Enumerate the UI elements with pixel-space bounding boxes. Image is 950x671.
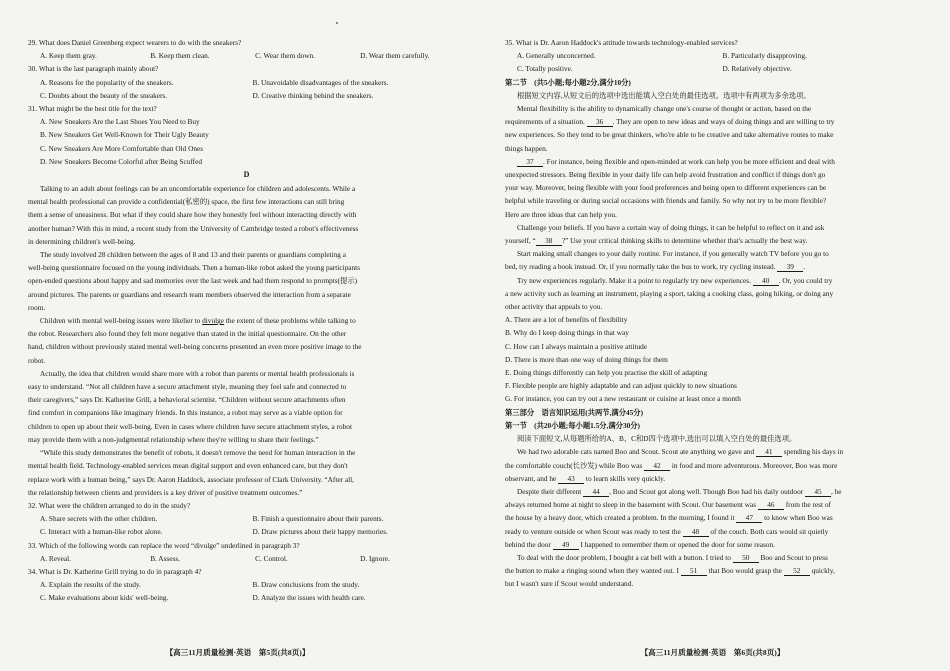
text: from the rest of — [785, 500, 831, 510]
line: Here are three ideas that can help you. — [505, 209, 617, 219]
q35-options-row1 — [505, 49, 928, 62]
q35-options-row2 — [505, 62, 928, 75]
option-c: C. How can I always maintain a positive attitude — [505, 341, 648, 351]
q31-option-d: D. New Sneakers Become Colorful after Being Scuffed — [40, 156, 202, 166]
line: them a sense of uneasiness. But what if they could share how they honestly feel without interacting directly with — [28, 210, 357, 220]
option-b: B. Why do I keep doing things in that way — [505, 328, 629, 338]
line: other activity that appeals to you. — [505, 302, 603, 312]
line: robot. — [28, 355, 46, 365]
passage-d-p4 — [28, 367, 465, 446]
line: children to open up about their well-being. Even in cases where children have secure attachment styles, a robot — [28, 421, 352, 431]
line: the robot. Researchers also found they felt more negative than stated in the initial questionnaire. On the other — [28, 329, 347, 339]
page-5-footer: 【高三11月质量检测·英语 第5页(共8页)】 — [165, 648, 310, 657]
line — [505, 274, 928, 287]
line: the relationship between clients and providers is a key driver of positive treatment outcomes.” — [28, 487, 303, 497]
text: spending his days in — [783, 447, 844, 457]
q34-options-row1 — [28, 578, 465, 591]
line: Actually, the idea that children would share more with a robot than parents or mental health professionals is — [40, 368, 355, 378]
line — [505, 564, 928, 577]
line: Challenge your beliefs. If you have a certain way of doing things, it can be helpful to reflect on it and ask — [517, 222, 825, 232]
text: . Or, you could try — [778, 275, 833, 285]
option-d: D. There is more than one way of doing things for them — [505, 354, 668, 364]
q29-option-b: B. Keep them clean. — [150, 51, 210, 61]
line — [505, 511, 928, 524]
text: Children with mental well-being issues were likelier to — [40, 316, 201, 326]
q32-option-c: C. Interact with a human-like robot alone. — [40, 527, 163, 537]
text: quickly, — [811, 566, 835, 576]
q35-option-d: D. Relatively objective. — [722, 64, 792, 74]
text: ?” Use your critical thinking skills to determine whether that's actually the best way. — [561, 236, 808, 246]
q32-options-row1 — [28, 512, 465, 525]
blank-49[interactable]: 49 — [553, 540, 579, 550]
q35-option-b: B. Particularly disapproving. — [722, 51, 807, 61]
text: the button to make a ringing sound when they wanted out. I — [505, 566, 679, 576]
text: To deal with the door problem, I bought a cat bell with a button. I tried to — [517, 552, 731, 562]
q33-option-d: D. Ignore. — [360, 553, 390, 563]
option-f: F. Flexible people are highly adaptable and can adjust quickly to new situations — [505, 381, 737, 391]
line: things happen. — [505, 143, 548, 153]
line: hand, children without previously stated mental well-being concerns presented an even more positive image to the — [28, 342, 362, 352]
text: Boo and Scout to press — [760, 552, 828, 562]
passage-d — [28, 182, 465, 499]
text: observant, and he — [505, 473, 557, 483]
text: . — [803, 262, 806, 272]
text: the house by a heavy door, which created a problem. In the morning, I found it — [505, 513, 735, 523]
text: We had two adorable cats named Boo and Scout. Scout ate anything we gave and — [517, 447, 755, 457]
line: a new activity such as learning an instrument, playing a sport, taking a cooking class, going hiking, or doing any — [505, 288, 834, 298]
blank-51[interactable]: 51 — [681, 566, 707, 576]
q31-option-c: C. New Sneakers Are More Comfortable than Old Ones — [40, 143, 204, 153]
line: Mental flexibility is the ability to dynamically change one's course of thought or action, based on the — [517, 104, 812, 114]
q29-options — [28, 49, 465, 62]
line: their caregivers,” says Dr. Katherine Grill, a behavioral scientist. “Children without secure attachments often — [28, 395, 346, 405]
line — [505, 155, 928, 168]
text: ready to venture outside or when Scout was ready to test the — [505, 526, 681, 536]
q29-option-c: C. Wear them down. — [255, 51, 315, 61]
blank-41[interactable]: 41 — [756, 447, 782, 457]
text: the extent of these problems while talking to — [225, 316, 356, 326]
line — [505, 551, 928, 564]
text: . For instance, being flexible and open-minded at work can help you be more efficient and deal with — [543, 156, 835, 166]
line: open-ended questions about happy and sad memories over the last week and had them respond to prompts(提示) — [28, 276, 358, 286]
line: helpful while traveling or during social occasions with friends and family. So why not try to be more flexible? — [505, 196, 827, 206]
q30-option-a: A. Reasons for the popularity of the sneakers. — [40, 77, 174, 87]
line — [505, 538, 928, 551]
line — [505, 445, 928, 458]
line: another human? With this in mind, a recent study from the University of Cambridge tested a robot's effectiveness — [28, 223, 359, 233]
line — [505, 485, 928, 498]
q30-option-d: D. Creative thinking behind the sneakers. — [252, 90, 374, 100]
section-d-heading: D — [243, 170, 250, 180]
q32-option-a: A. Share secrets with the other children. — [40, 514, 158, 524]
blank-44[interactable]: 44 — [583, 487, 609, 497]
blank-48[interactable]: 48 — [683, 527, 709, 537]
option-g: G. For instance, you can try out a new restaurant or cuisine at least once a month — [505, 394, 741, 404]
q35-option-a: A. Generally unconcerned. — [517, 51, 596, 61]
page-6 — [475, 0, 950, 671]
q31-stem: 31. What might be the best title for the text? — [28, 104, 157, 114]
line: The study involved 28 children between the ages of 8 and 13 and their parents or guardians completing a — [40, 250, 346, 260]
line — [28, 314, 465, 327]
q33-stem: 33. Which of the following words can replace the word “divulge” underlined in paragraph 3? — [28, 540, 300, 550]
blank-37[interactable]: 37 — [517, 157, 543, 167]
line — [505, 260, 928, 273]
blank-50[interactable]: 50 — [733, 553, 759, 563]
blank-42[interactable]: 42 — [644, 461, 670, 471]
text: behind the door — [505, 539, 551, 549]
text: Despite their different — [517, 486, 582, 496]
cloze-passage — [505, 445, 928, 590]
text: the comfortable couch(长沙发) while Boo was — [505, 460, 643, 470]
line: in determining children's well-being. — [28, 236, 136, 246]
line: new experiences. So they tend to be great thinkers, who're able to be creative and take alternative routes to make — [505, 130, 834, 140]
q32-option-b: B. Finish a questionnaire about their parents. — [252, 514, 384, 524]
passage-d-p1 — [28, 182, 465, 248]
line: easy to understand. “Not all children have a secure attachment style, meaning they feel safe and connected to — [28, 382, 347, 392]
q30-stem: 30. What is the last paragraph mainly about? — [28, 64, 159, 74]
line — [505, 498, 928, 511]
q32-options-row2 — [28, 525, 465, 538]
line: well-being questionnaire focused on the young individuals. Then a human-like robot asked the young participants — [28, 263, 360, 273]
blank-38[interactable]: 38 — [536, 236, 562, 246]
q33-option-a: A. Reveal. — [40, 553, 72, 563]
line — [505, 234, 928, 247]
line: your way. Moreover, being flexible with your food preferences and being open to different experiences can be — [505, 183, 827, 193]
blank-45[interactable]: 45 — [805, 487, 831, 497]
passage-d-p2 — [28, 248, 465, 314]
text: I happened to remember them or opened the door for some reason. — [580, 539, 775, 549]
line — [505, 459, 928, 472]
divulge-word: divulge — [202, 316, 225, 326]
text: in food and more adventurous. Moreover, Boo was more — [671, 460, 838, 470]
q29-option-a: A. Keep them gray. — [40, 51, 97, 61]
text: to learn skills very quickly. — [585, 473, 666, 483]
line: unexpected stressors. Being flexible in your daily life can help avoid frustration and conflict if things don't go — [505, 170, 826, 180]
part-3-section-1-title: 第一节 (共20小题;每小题1.5分,满分30分) — [505, 420, 640, 430]
passage-d-p5 — [28, 446, 465, 499]
blank-43[interactable]: 43 — [558, 474, 584, 484]
q34-option-a: A. Explain the results of the study. — [40, 580, 141, 590]
line: find comfort in companions like imaginary friends. In this instance, a robot may serve as a viable option for — [28, 408, 343, 418]
text: , he — [830, 486, 842, 496]
q32-option-d: D. Draw pictures about their happy memories. — [252, 527, 388, 537]
q34-option-c: C. Make evaluations about kids' well-being. — [40, 593, 169, 603]
passage-d-p3 — [28, 314, 465, 367]
q31-option-a: A. New Sneakers Are the Last Shoes You Need to Buy — [40, 117, 200, 127]
blank-36[interactable]: 36 — [587, 117, 613, 127]
q31-option-b: B. New Sneakers Get Well-Known for Their Ugly Beauty — [40, 130, 209, 140]
line: “While this study demonstrates the benefit of robots, it doesn't remove the need for human interaction in the — [40, 448, 356, 458]
line: mental health field. Technology-enabled services mean digital support and even enhanced care, but they don't — [28, 461, 348, 471]
text: , Boo and Scout got along well. Though Boo had his daily outdoor — [609, 486, 804, 496]
q34-option-d: D. Analyze the issues with health care. — [252, 593, 366, 603]
q33-option-c: C. Control. — [255, 553, 288, 563]
line — [505, 525, 928, 538]
part-3-title: 第三部分 语言知识运用(共两节,满分45分) — [505, 407, 644, 417]
q30-option-b: B. Unavoidable disadvantages of the sneakers. — [252, 77, 389, 87]
q30-option-c: C. Doubts about the beauty of the sneakers. — [40, 90, 168, 100]
line: mental health professional can provide a confidential(私密的) space, the first few interactions can still bring — [28, 197, 345, 207]
gap-fill-passage — [505, 102, 928, 313]
line: replace work with a human being,” says Dr. Aaron Haddock, associate professor of Clark University. “After all, — [28, 474, 354, 484]
q35-option-c: C. Totally positive. — [517, 64, 573, 74]
q35-stem: 35. What is Dr. Aaron Haddock's attitude towards technology-enabled services? — [505, 38, 738, 47]
blank-47[interactable]: 47 — [736, 513, 762, 523]
option-a: A. There are a lot of benefits of flexibility — [505, 315, 628, 325]
q30-options-row2 — [28, 89, 465, 102]
line — [505, 115, 928, 128]
text: always returned home at night to sleep in the basement with Scout. Our basement was — [505, 500, 757, 510]
page-6-footer: 【高三11月质量检测·英语 第6页(共8页)】 — [640, 648, 785, 657]
line: around pictures. The parents or guardians and research team members observed the interaction from a separate — [28, 289, 351, 299]
blank-40[interactable]: 40 — [753, 276, 779, 286]
text: requirements of a situation. — [505, 117, 585, 127]
line: room. — [28, 302, 46, 312]
text: that Boo would grasp the — [708, 566, 782, 576]
line — [505, 472, 928, 485]
q29-stem: 29. What does Daniel Greenberg expect wearers to do with the sneakers? — [28, 38, 242, 47]
section-2-instructions: 根据短文内容,从短文后的选项中选出能填入空白处的最佳选项。选项中有两项为多余选项。 — [517, 90, 811, 100]
option-e: E. Doing things differently can help you practise the skill of adapting — [505, 368, 708, 378]
q34-stem: 34. What is Dr. Katherine Grill trying to do in paragraph 4? — [28, 566, 202, 576]
section-2-title: 第二节 (共5小题;每小题2分,满分10分) — [505, 77, 631, 87]
line: Start making small changes to your daily routine. For instance, if you generally watch TV before you go to — [517, 249, 829, 259]
part-3-instructions: 阅读下面短文,从每题所给的A、B、C和D四个选项中,选出可以填入空白处的最佳选项。 — [517, 434, 797, 444]
text: . They are open to new ideas and ways of doing things and are willing to try — [612, 117, 835, 127]
q30-options-row1 — [28, 76, 465, 89]
text: Try new experiences regularly. Make it a point to regularly try new experiences. — [517, 275, 751, 285]
blank-46[interactable]: 46 — [758, 500, 784, 510]
text: of the couch. Both cats would sit quietly — [710, 526, 829, 536]
text: yourself, “ — [505, 236, 536, 246]
blank-52[interactable]: 52 — [784, 566, 810, 576]
q29-option-d: D. Wear them carefully. — [360, 51, 430, 61]
q34-option-b: B. Draw conclusions from the study. — [252, 580, 360, 590]
text: bed, try reading a book instead. Or, if you normally take the bus to work, try cycling instead. — [505, 262, 776, 272]
q33-options — [28, 552, 465, 565]
line: but I wasn't sure if Scout would understand. — [505, 579, 634, 589]
q33-option-b: B. Assess. — [150, 553, 180, 563]
text: to know when Boo was — [764, 513, 833, 523]
q34-options-row2 — [28, 591, 465, 604]
blank-39[interactable]: 39 — [777, 262, 803, 272]
line: may provide them with a non-judgmental relationship where they're willing to share their feelings.” — [28, 434, 319, 444]
line: Talking to an adult about feelings can be an uncomfortable experience for children and adolescents. While a — [40, 184, 356, 194]
q32-stem: 32. What were the children arranged to do in the study? — [28, 500, 191, 510]
